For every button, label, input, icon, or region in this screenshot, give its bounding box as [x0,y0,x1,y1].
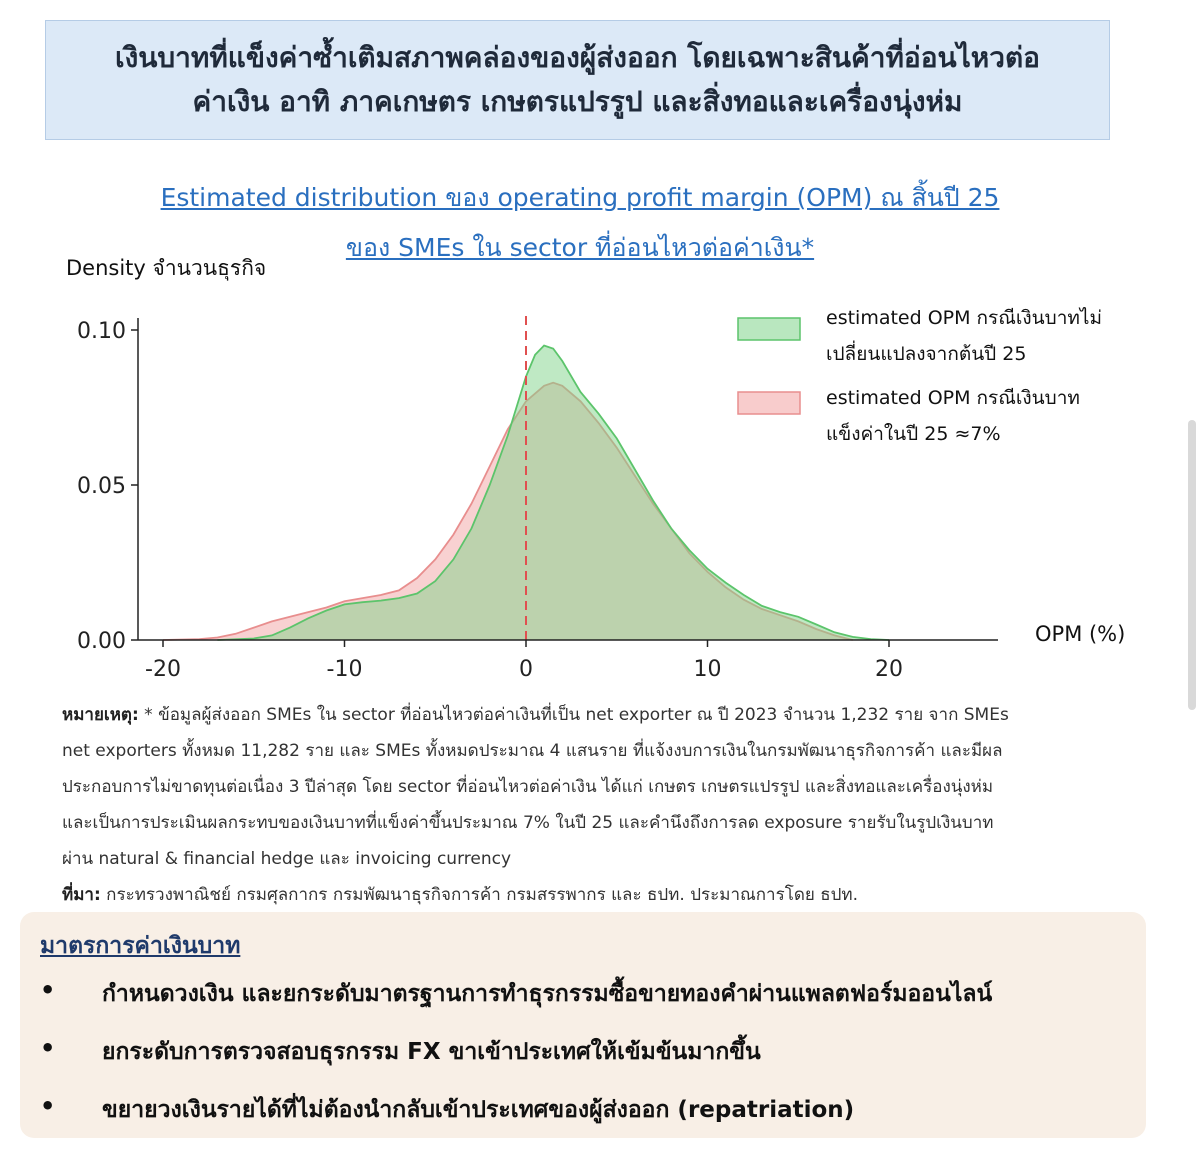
scrollbar[interactable] [1188,420,1196,710]
measure-item [40,1034,992,1092]
y-axis-label: Density จำนวนธุรกิจ [66,256,267,280]
bullet-icon: • [40,1092,56,1120]
legend-swatch-0 [738,318,800,340]
x-tick-label: 20 [875,657,903,682]
source-line [62,877,1142,913]
footnote [62,697,1142,913]
x-tick-label: 10 [693,657,722,682]
bullet-icon: • [40,976,56,1004]
measure-text: กำหนดวงเงิน และยกระดับมาตรฐานการทำธุรกรรมซื้อขายทองคำผ่านแพลตฟอร์มออนไลน์ [102,981,993,1007]
footnote-line: และเป็นการประเมินผลกระทบของเงินบาทที่แข็งค่าขึ้นประมาณ 7% ในปี 25 และคำนึงถึงการลด exposure รายรับในรูปเงินบาท [62,813,994,833]
series-area-0 [217,346,889,641]
footnote-line: net exporters ทั้งหมด 11,282 ราย และ SMEs ทั้งหมดประมาณ 4 แสนราย ที่แจ้งงบการเงินในกรมพัฒนาธุรกิจการค้า และมีผล [62,741,1003,761]
legend-label-line: แข็งค่าในปี 25 ≈7% [826,423,1001,445]
legend-label-line: estimated OPM กรณีเงินบาทไม่ [826,307,1102,329]
measures-list [40,976,992,1150]
x-tick-label: -20 [145,657,181,682]
x-tick-label: -10 [326,657,363,682]
y-tick-label: 0.00 [77,629,126,654]
footnote-label: หมายเหตุ: [62,705,139,725]
header-line-2: ค่าเงิน อาทิ ภาคเกษตร เกษตรแปรรูป และสิ่งทอและเครื่องนุ่งห่ม [192,85,963,118]
x-axis-label: OPM (%) [1035,622,1126,646]
y-tick-label: 0.05 [77,474,126,499]
header-line-1: เงินบาทที่แข็งค่าซ้ำเติมสภาพคล่องของผู้ส่งออก โดยเฉพาะสินค้าที่อ่อนไหวต่อ [115,41,1040,74]
legend-label-line: เปลี่ยนแปลงจากต้นปี 25 [826,343,1027,365]
legend-swatch-1 [738,392,800,414]
legend-label-line: estimated OPM กรณีเงินบาท [826,387,1080,409]
source-text: กระทรวงพาณิชย์ กรมศุลกากร กรมพัฒนาธุรกิจการค้า กรมสรรพากร และ ธปท. ประมาณการโดย ธปท. [100,885,859,905]
footnote-line [62,697,1142,733]
y-tick-label: 0.10 [77,319,126,344]
legend-entry-appreciation [826,380,1080,452]
footnote-line: ผ่าน natural & financial hedge และ invoicing currency [62,849,512,869]
measures-panel [20,912,1146,1138]
bullet-icon: • [40,1034,56,1062]
source-label: ที่มา: [62,885,101,905]
footnote-text: * ข้อมูลผู้ส่งออก SMEs ใน sector ที่อ่อนไหวต่อค่าเงินที่เป็น net exporter ณ ปี 2023 จำนวน 1,232 ราย จาก SMEs [138,705,1009,725]
chart-title-line-2[interactable]: ของ SMEs ใน sector ที่อ่อนไหวต่อค่าเงิน* [345,233,815,262]
measures-title[interactable]: มาตรการค่าเงินบาท [40,933,241,959]
legend-entry-no-change [826,300,1102,372]
x-tick-label: 0 [519,657,533,682]
measure-item [40,1092,992,1150]
chart-title-line-1[interactable]: Estimated distribution ของ operating profit margin (OPM) ณ สิ้นปี 25 [160,183,1000,212]
series-layer [163,346,889,641]
footnote-line: ประกอบการไม่ขาดทุนต่อเนื่อง 3 ปีล่าสุด โดย sector ที่อ่อนไหวต่อค่าเงิน ได้แก่ เกษตร เกษตรแปรรูป และสิ่งทอและเครื่องนุ่งห่ม [62,777,994,797]
measure-item [40,976,992,1034]
measure-text: ขยายวงเงินรายได้ที่ไม่ต้องนำกลับเข้าประเทศของผู้ส่งออก (repatriation) [102,1097,855,1123]
legend-layer [738,318,800,414]
measure-text: ยกระดับการตรวจสอบธุรกรรม FX ขาเข้าประเทศให้เข้มข้นมากขึ้น [102,1039,761,1065]
